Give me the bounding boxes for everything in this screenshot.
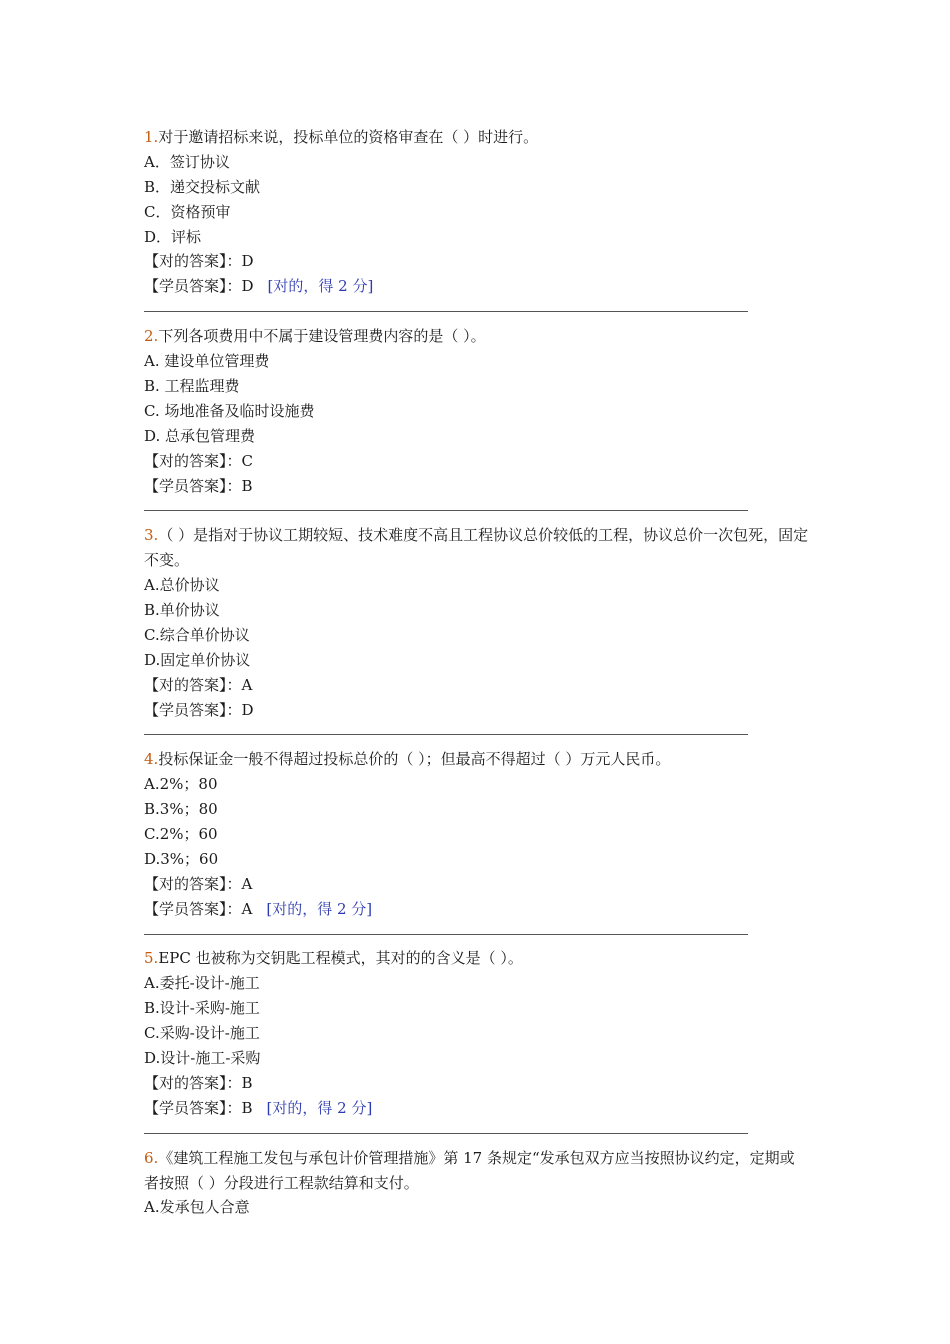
option-a: A.总价协议 bbox=[144, 576, 220, 595]
correct-answer: 【对的答案】：B bbox=[144, 1073, 253, 1092]
question-5 bbox=[144, 946, 809, 1145]
option-c: C.2%；60 bbox=[144, 825, 218, 844]
option-c: C. 场地准备及临时设施费 bbox=[144, 401, 315, 420]
student-answer-row bbox=[144, 897, 809, 922]
question-text: 投标保证金一般不得超过投标总价的（ ）；但最高不得超过（ ）万元人民币。 bbox=[158, 750, 671, 769]
verdict-badge: [对的，得 2 分] bbox=[266, 1098, 373, 1117]
option-d: D. 总承包管理费 bbox=[144, 426, 256, 445]
question-4 bbox=[144, 747, 809, 946]
option-d: D.固定单价协议 bbox=[144, 650, 251, 669]
question-stem bbox=[144, 946, 809, 971]
document-page bbox=[144, 125, 809, 1220]
student-answer: 【学员答案】：B bbox=[144, 476, 253, 495]
question-text: 下列各项费用中不属于建设管理费内容的是（ ）。 bbox=[158, 327, 486, 346]
question-text: 《建筑工程施工发包与承包计价管理措施》第 17 条规定“发承包双方应当按照协议约定，定期或者按照（ ）分段进行工程款结算和支付。 bbox=[144, 1148, 795, 1192]
option-a: A.发承包人合意 bbox=[144, 1198, 250, 1217]
option-b: B.单价协议 bbox=[144, 600, 220, 619]
option-b: B.3%；80 bbox=[144, 800, 218, 819]
question-stem bbox=[144, 747, 809, 772]
option-b: B．递交投标文献 bbox=[144, 177, 261, 196]
question-stem bbox=[144, 523, 809, 573]
question-number: 1. bbox=[144, 128, 159, 146]
question-1 bbox=[144, 125, 809, 324]
verdict-badge: [对的，得 2 分] bbox=[266, 899, 373, 918]
correct-answer: 【对的答案】：D bbox=[144, 252, 254, 271]
student-answer: 【学员答案】：D bbox=[144, 700, 254, 719]
option-d: D．评标 bbox=[144, 227, 202, 246]
correct-answer: 【对的答案】：C bbox=[144, 451, 253, 470]
question-text: 对于邀请招标来说，投标单位的资格审查在（ ）时进行。 bbox=[158, 128, 539, 146]
question-text: EPC 也被称为交钥匙工程模式，其对的的含义是（ ）。 bbox=[158, 949, 523, 968]
dashed-divider bbox=[144, 1121, 809, 1146]
option-c: C．资格预审 bbox=[144, 202, 231, 221]
correct-answer: 【对的答案】：A bbox=[144, 874, 253, 893]
option-c: C.综合单价协议 bbox=[144, 625, 250, 644]
student-answer-row bbox=[144, 1096, 809, 1121]
student-answer-row bbox=[144, 474, 809, 499]
option-a: A.委托-设计-施工 bbox=[144, 974, 260, 993]
question-stem bbox=[144, 1146, 809, 1196]
question-stem bbox=[144, 324, 809, 349]
question-3 bbox=[144, 523, 809, 747]
option-c: C.采购-设计-施工 bbox=[144, 1024, 260, 1043]
question-2 bbox=[144, 324, 809, 523]
question-number: 5. bbox=[144, 949, 159, 968]
student-answer-row bbox=[144, 274, 809, 299]
dashed-divider bbox=[144, 722, 809, 747]
option-a: A. 建设单位管理费 bbox=[144, 352, 270, 371]
option-d: D.设计-施工-采购 bbox=[144, 1049, 261, 1068]
student-answer: 【学员答案】：A bbox=[144, 899, 253, 918]
option-b: B.设计-采购-施工 bbox=[144, 999, 260, 1018]
question-text: （ ）是指对于协议工期较短、技术难度不高且工程协议总价较低的工程，协议总价一次包死，固定不变。 bbox=[144, 526, 809, 570]
question-number: 3. bbox=[144, 526, 159, 545]
student-answer: 【学员答案】：D bbox=[144, 277, 254, 296]
question-number: 4. bbox=[144, 750, 159, 769]
question-number: 2. bbox=[144, 327, 159, 346]
option-a: A.2%；80 bbox=[144, 775, 218, 794]
dashed-divider bbox=[144, 498, 809, 523]
dashed-divider bbox=[144, 922, 809, 947]
question-6 bbox=[144, 1146, 809, 1221]
student-answer: 【学员答案】：B bbox=[144, 1098, 253, 1117]
verdict-badge: [对的，得 2 分] bbox=[267, 277, 374, 296]
correct-answer: 【对的答案】：A bbox=[144, 675, 253, 694]
question-stem bbox=[144, 125, 809, 150]
option-a: A．签订协议 bbox=[144, 152, 230, 171]
question-number: 6. bbox=[144, 1148, 159, 1167]
option-d: D.3%；60 bbox=[144, 849, 219, 868]
option-b: B. 工程监理费 bbox=[144, 376, 240, 395]
student-answer-row bbox=[144, 698, 809, 723]
dashed-divider bbox=[144, 299, 809, 324]
